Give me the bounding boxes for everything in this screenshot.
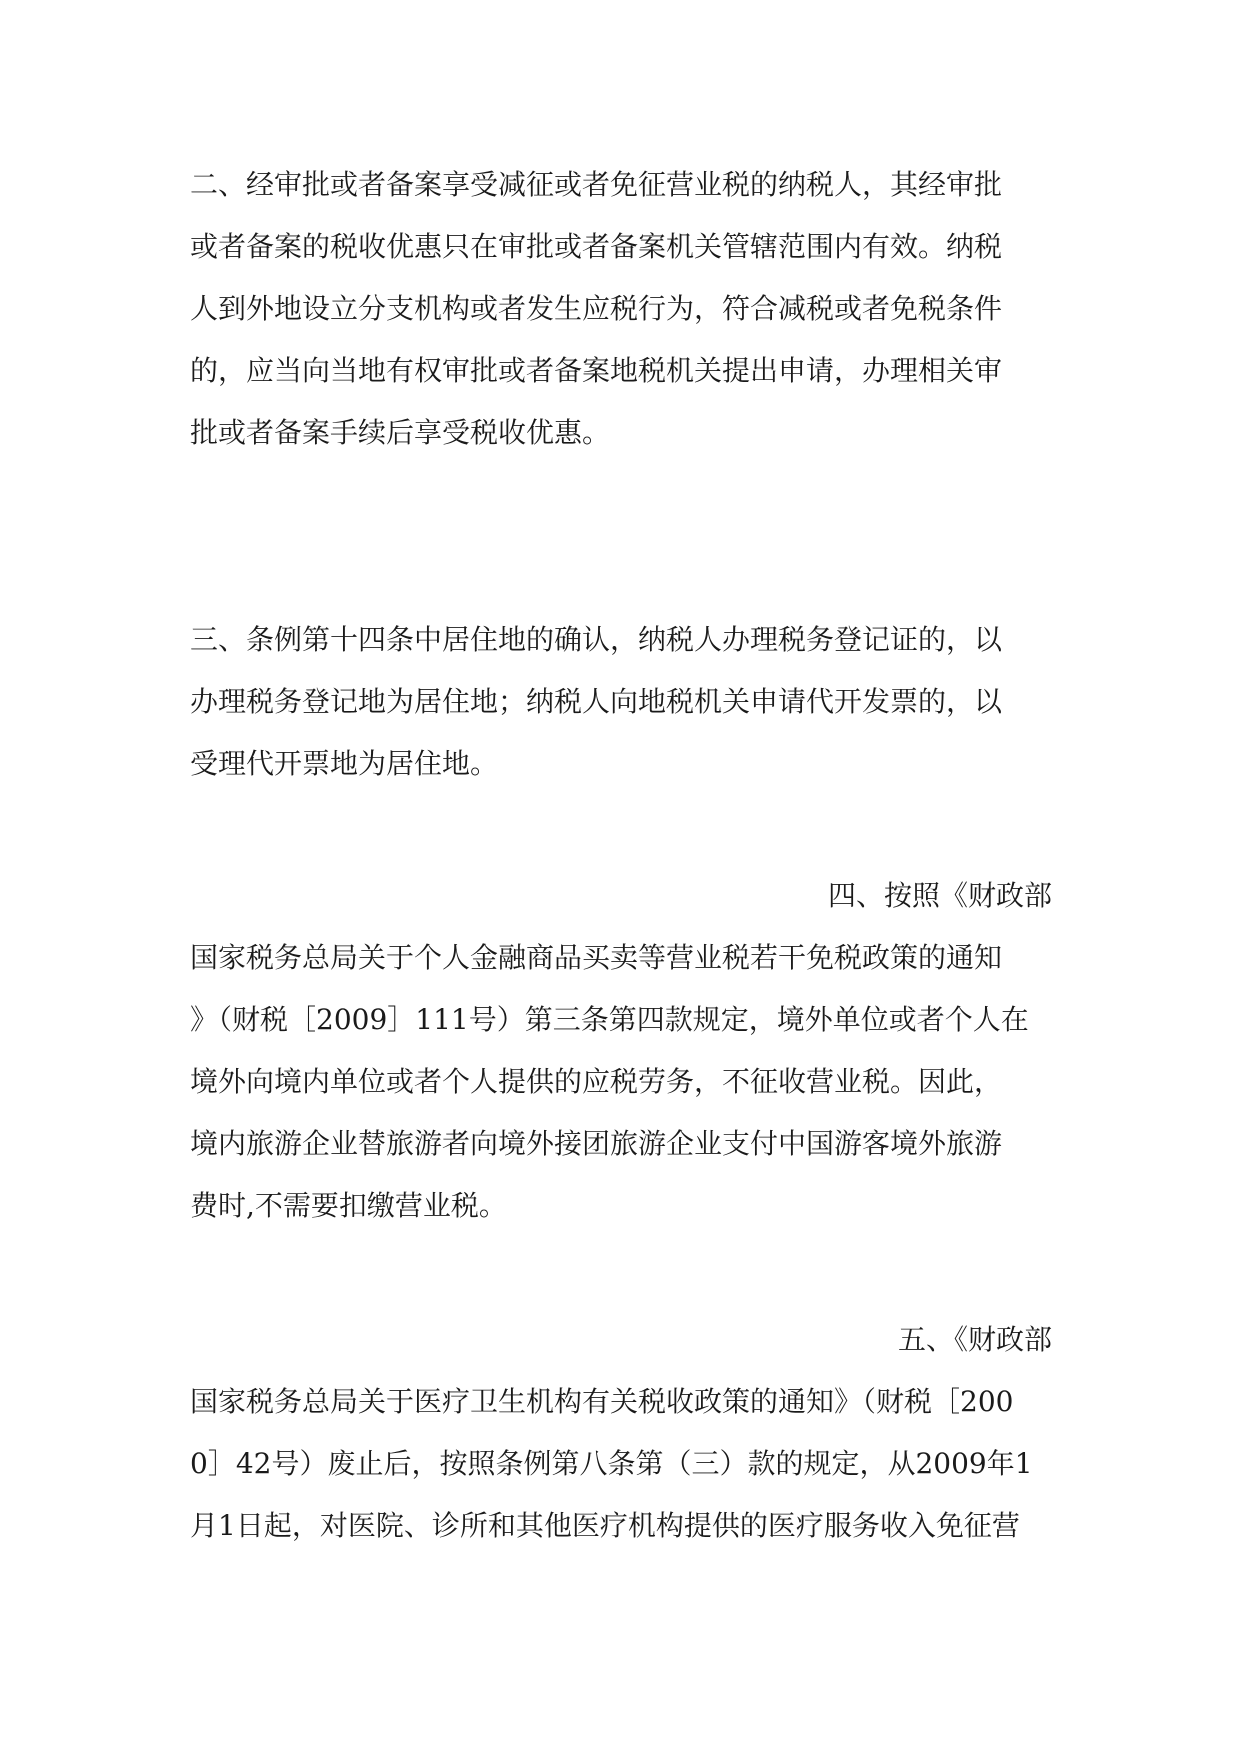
paragraph-3-line-1: 三、条例第十四条中居住地的确认，纳税人办理税务登记证的，以 (190, 623, 1003, 656)
paragraph-4-line-4: 境外向境内单位或者个人提供的应税劳务，不征收营业税。因此， (190, 1065, 1003, 1098)
paragraph-2-line-3: 人到外地设立分支机构或者发生应税行为，符合减税或者免税条件 (190, 292, 1003, 325)
paragraph-5-line-2: 国家税务总局关于医疗卫生机构有关税收政策的通知》（财税［200 (190, 1385, 1014, 1418)
paragraph-2-line-4: 的，应当向当地有权审批或者备案地税机关提出申请，办理相关审 (190, 354, 1003, 387)
paragraph-4-line-3: 》（财税［2009］111号）第三条第四款规定，境外单位或者个人在 (190, 1003, 1029, 1036)
paragraph-5-line-3: 0］42号）废止后，按照条例第八条第（三）款的规定，从2009年1 (190, 1447, 1033, 1480)
paragraph-2-line-1: 二、经审批或者备案享受减征或者免征营业税的纳税人，其经审批 (190, 168, 1003, 201)
paragraph-3-line-2: 办理税务登记地为居住地；纳税人向地税机关申请代开发票的，以 (190, 685, 1003, 718)
paragraph-3-line-3: 受理代开票地为居住地。 (190, 747, 499, 780)
paragraph-4-line-5: 境内旅游企业替旅游者向境外接团旅游企业支付中国游客境外旅游 (190, 1127, 1003, 1160)
paragraph-5-line-4: 月1日起，对医院、诊所和其他医疗机构提供的医疗服务收入免征营 (190, 1509, 1020, 1542)
paragraph-5-line-1: 五、《财政部 (897, 1323, 1052, 1356)
paragraph-4-line-1: 四、按照《财政部 (827, 879, 1052, 912)
paragraph-2-line-2: 或者备案的税收优惠只在审批或者备案机关管辖范围内有效。纳税 (190, 230, 1003, 263)
paragraph-4-line-2: 国家税务总局关于个人金融商品买卖等营业税若干免税政策的通知 (190, 941, 1003, 974)
paragraph-4-line-6: 费时,不需要扣缴营业税。 (190, 1189, 507, 1222)
paragraph-2-line-5: 批或者备案手续后享受税收优惠。 (190, 416, 611, 449)
